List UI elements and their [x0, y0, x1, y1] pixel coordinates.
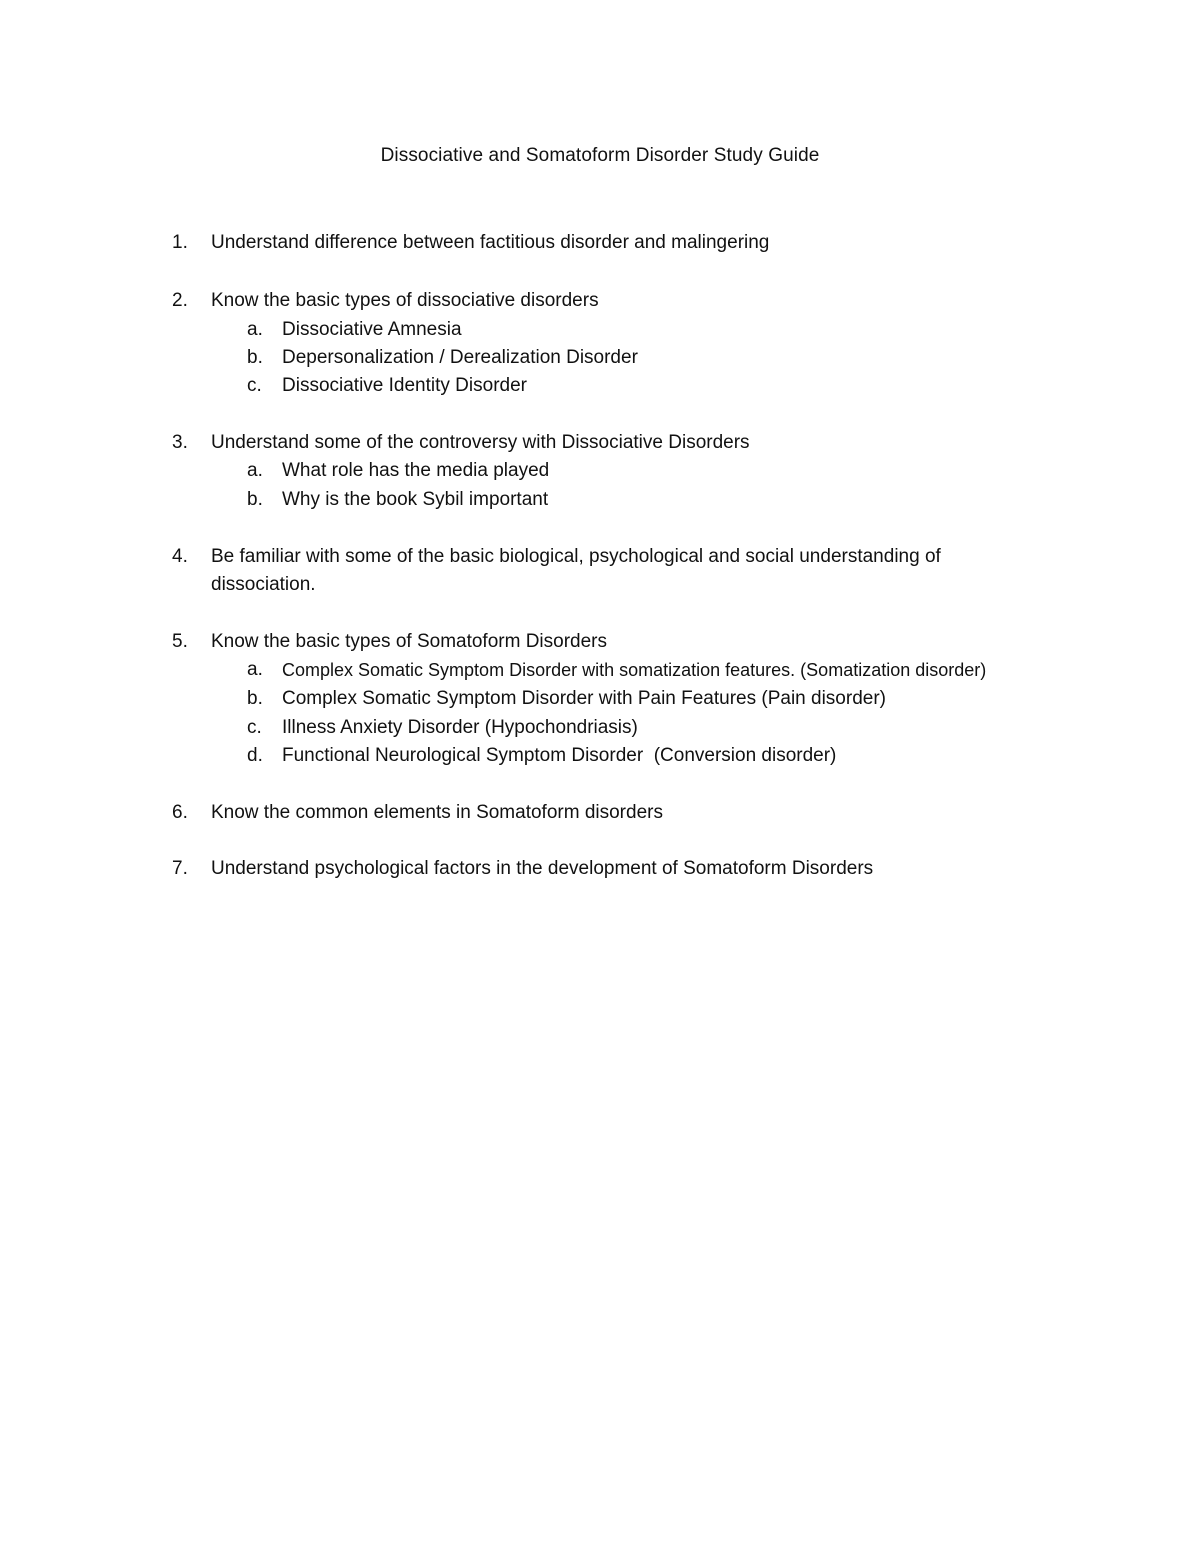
- item-text: Understand psychological factors in the development of Somatoform Disorders: [211, 858, 874, 879]
- page-title: Dissociative and Somatoform Disorder Study Guide: [380, 145, 820, 166]
- sub-item-letter: c.: [247, 717, 262, 738]
- sub-item-letter: d.: [247, 745, 263, 766]
- item-number: 1.: [172, 232, 188, 253]
- item-number: 4.: [172, 546, 188, 567]
- sub-item-letter: b.: [247, 688, 263, 709]
- item-text: Be familiar with some of the basic biological, psychological and social understanding of: [211, 546, 941, 567]
- sub-item-text: Functional Neurological Symptom Disorder (Conversion disorder): [282, 745, 837, 766]
- sub-item-text: What role has the media played: [282, 460, 550, 481]
- item-number: 5.: [172, 631, 188, 652]
- sub-item-text: Complex Somatic Symptom Disorder with Pain Features (Pain disorder): [282, 688, 886, 709]
- sub-item-letter: a.: [247, 659, 263, 680]
- item-text: Know the basic types of dissociative disorders: [211, 290, 599, 311]
- sub-item-letter: a.: [247, 460, 263, 481]
- sub-item-text: Depersonalization / Derealization Disorder: [282, 347, 638, 368]
- item-text: Know the basic types of Somatoform Disorders: [211, 631, 608, 652]
- sub-item-letter: b.: [247, 489, 263, 510]
- sub-item-text: Dissociative Identity Disorder: [282, 375, 527, 396]
- sub-item-letter: b.: [247, 347, 263, 368]
- sub-item-text: Complex Somatic Symptom Disorder with somatization features. (Somatization disorder): [282, 660, 987, 680]
- sub-item-letter: a.: [247, 319, 263, 340]
- item-number: 7.: [172, 858, 188, 879]
- item-text: Know the common elements in Somatoform disorders: [211, 802, 663, 823]
- sub-item-letter: c.: [247, 375, 262, 396]
- sub-item-text: Illness Anxiety Disorder (Hypochondriasis): [282, 717, 638, 738]
- item-text: Understand some of the controversy with Dissociative Disorders: [211, 432, 750, 453]
- item-number: 3.: [172, 432, 188, 453]
- sub-item-text: Why is the book Sybil important: [282, 489, 549, 510]
- item-text-continuation: dissociation.: [211, 574, 316, 595]
- item-number: 6.: [172, 802, 188, 823]
- sub-item-text: Dissociative Amnesia: [282, 319, 462, 340]
- item-number: 2.: [172, 290, 188, 311]
- item-text: Understand difference between factitious disorder and malingering: [211, 232, 770, 253]
